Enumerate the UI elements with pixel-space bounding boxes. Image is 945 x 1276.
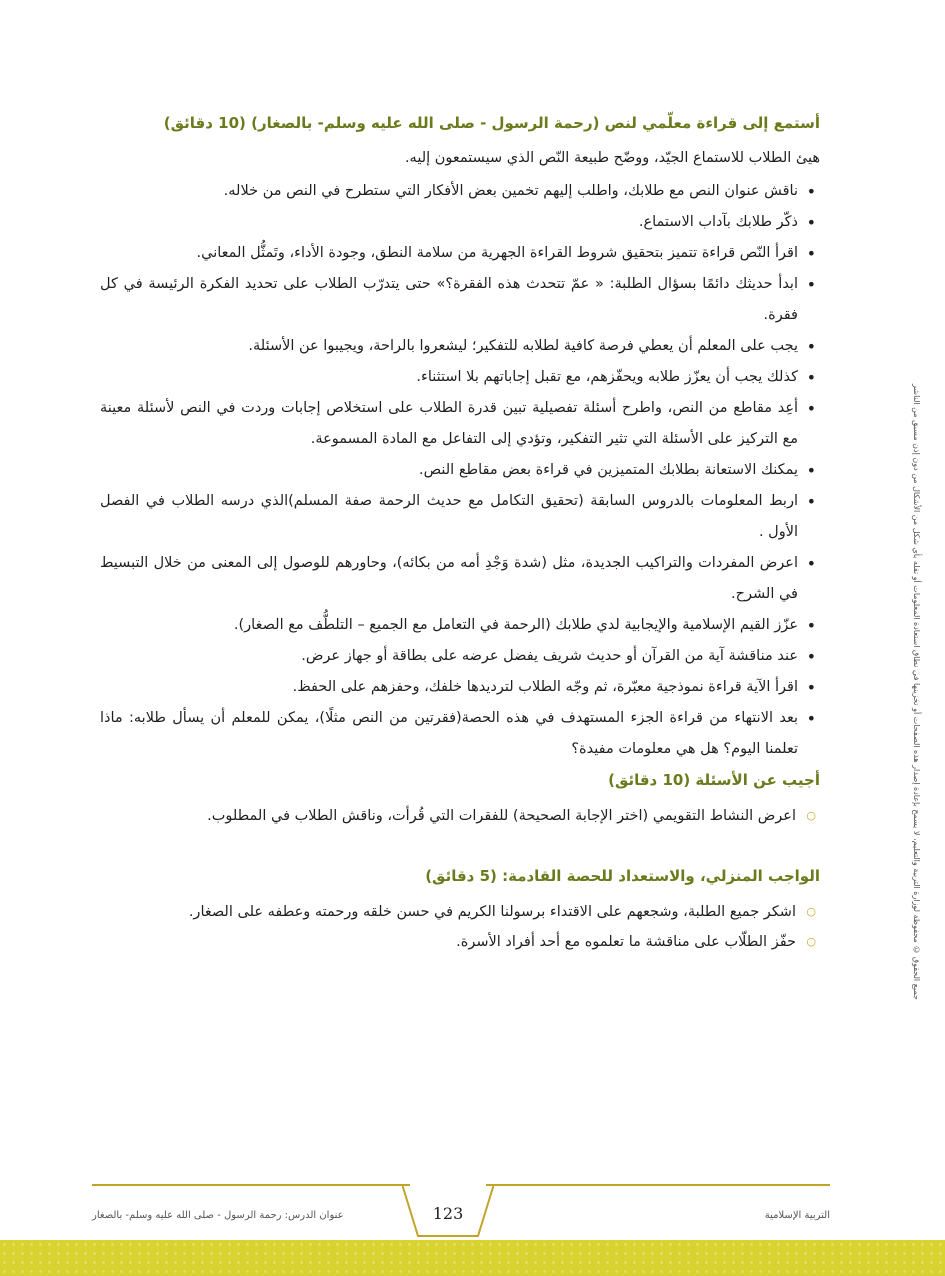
lesson-content	[100, 110, 820, 957]
footer-divider-right	[486, 1184, 830, 1186]
list-item: • اعرض المفردات والتراكيب الجديدة، مثل (شدة وَجْدِ أمه من بكائه)، وحاورهم للوصول إلى المعنى من خلال التبسيط في الشرح.	[100, 548, 820, 610]
list-item: ○ حفّز الطلّاب على مناقشة ما تعلموه مع أحد أفراد الأسرة.	[100, 927, 820, 957]
section-homework-heading: الواجب المنزلي، والاستعداد للحصة القادمة: (5 دقائق)	[425, 867, 820, 885]
copyright-note: جميع الحقوق © محفوظة لوزارة التربية والتعليم، لا يسمح بإعادة إصدار هذه الصفحات أو تخزينها في نطاق استعادة المعلومات أو نقله بأي شكل من الأشكال من دون إذن مسبق من الناشر	[912, 384, 921, 1000]
spacer	[100, 831, 820, 863]
footer-subject: التربية الإسلامية	[764, 1210, 830, 1221]
section-listening-heading: أستمع إلى قراءة معلّمي لنص (رحمة الرسول - صلى الله عليه وسلم- بالصغار) (10 دقائق)	[163, 114, 820, 132]
section-listening-intro: هيئ الطلاب للاستماع الجيّد، ووضّح طبيعة النّص الذي سيستمعون إليه.	[404, 150, 820, 166]
list-item: • أعِد مقاطع من النص، واطرح أسئلة تفصيلية تبين قدرة الطلاب على استخلاص إجابات وردت في النص لأسئلة معينة مع التركيز على الأسئلة التي تثير التفكير، وتؤدي إلى التفاعل مع المادة المسموعة.	[100, 393, 820, 455]
footer-lesson-title: عنوان الدرس: رحمة الرسول - صلى الله عليه وسلم- بالصغار	[92, 1210, 344, 1221]
listening-steps-list	[100, 176, 820, 765]
list-item: • اقرأ النّص قراءة تتميز بتحقيق شروط القراءة الجهرية من سلامة النطق، وجودة الأداء، وتَمثُّل المعاني.	[100, 238, 820, 269]
list-item: ○ اشكر جميع الطلبة، وشجعهم على الاقتداء برسولنا الكريم في حسن خلقه ورحمته وعطفه على الصغار.	[100, 897, 820, 927]
list-item: • اقرأ الآية قراءة نموذجية معبّرة، ثم وجّه الطلاب لترديدها خلفك، وحفزهم على الحفظ.	[100, 672, 820, 703]
questions-list	[100, 801, 820, 831]
footer-divider-left	[92, 1184, 410, 1186]
decorative-band	[0, 1240, 945, 1276]
list-item: • عزّز القيم الإسلامية والإيجابية لدي طلابك (الرحمة في التعامل مع الجميع – التلطُّف مع الصغار).	[100, 610, 820, 641]
list-item: • ناقش عنوان النص مع طلابك، واطلب إليهم تخمين بعض الأفكار التي ستطرح في النص من خلاله.	[100, 176, 820, 207]
homework-list	[100, 897, 820, 957]
list-item: • كذلك يجب أن يعزّز طلابه ويحفّزهم، مع تقبل إجاباتهم بلا استثناء.	[100, 362, 820, 393]
list-item: • ابدأ حديثك دائمًا بسؤال الطلبة: « عمّ تتحدث هذه الفقرة؟» حتى يتدرّب الطلاب على تحديد الفكرة الرئيسة في كل فقرة.	[100, 269, 820, 331]
list-item: • بعد الانتهاء من قراءة الجزء المستهدف في هذه الحصة(فقرتين من النص مثلًا)، يمكن للمعلم أن يسأل طلابه: ماذا تعلمنا اليوم؟ هل هي معلومات مفيدة؟	[100, 703, 820, 765]
list-item: • عند مناقشة آية من القرآن أو حديث شريف يفضل عرضه على بطاقة أو جهاز عرض.	[100, 641, 820, 672]
list-item: • اربط المعلومات بالدروس السابقة (تحقيق التكامل مع حديث الرحمة صفة المسلم)الذي درسه الطلاب في الفصل الأول .	[100, 486, 820, 548]
list-item: • يجب على المعلم أن يعطي فرصة كافية لطلابه للتفكير؛ ليشعروا بالراحة، ويجيبوا عن الأسئلة.	[100, 331, 820, 362]
section-questions-heading: أجيب عن الأسئلة (10 دقائق)	[608, 771, 820, 789]
list-item: • ذكّر طلابك بآداب الاستماع.	[100, 207, 820, 238]
page-number: 123	[432, 1204, 464, 1223]
list-item: ○ اعرض النشاط التقويمي (اختر الإجابة الصحيحة) للفقرات التي قُرأت، وناقش الطلاب في المطلوب.	[100, 801, 820, 831]
list-item: • يمكنك الاستعانة بطلابك المتميزين في قراءة بعض مقاطع النص.	[100, 455, 820, 486]
